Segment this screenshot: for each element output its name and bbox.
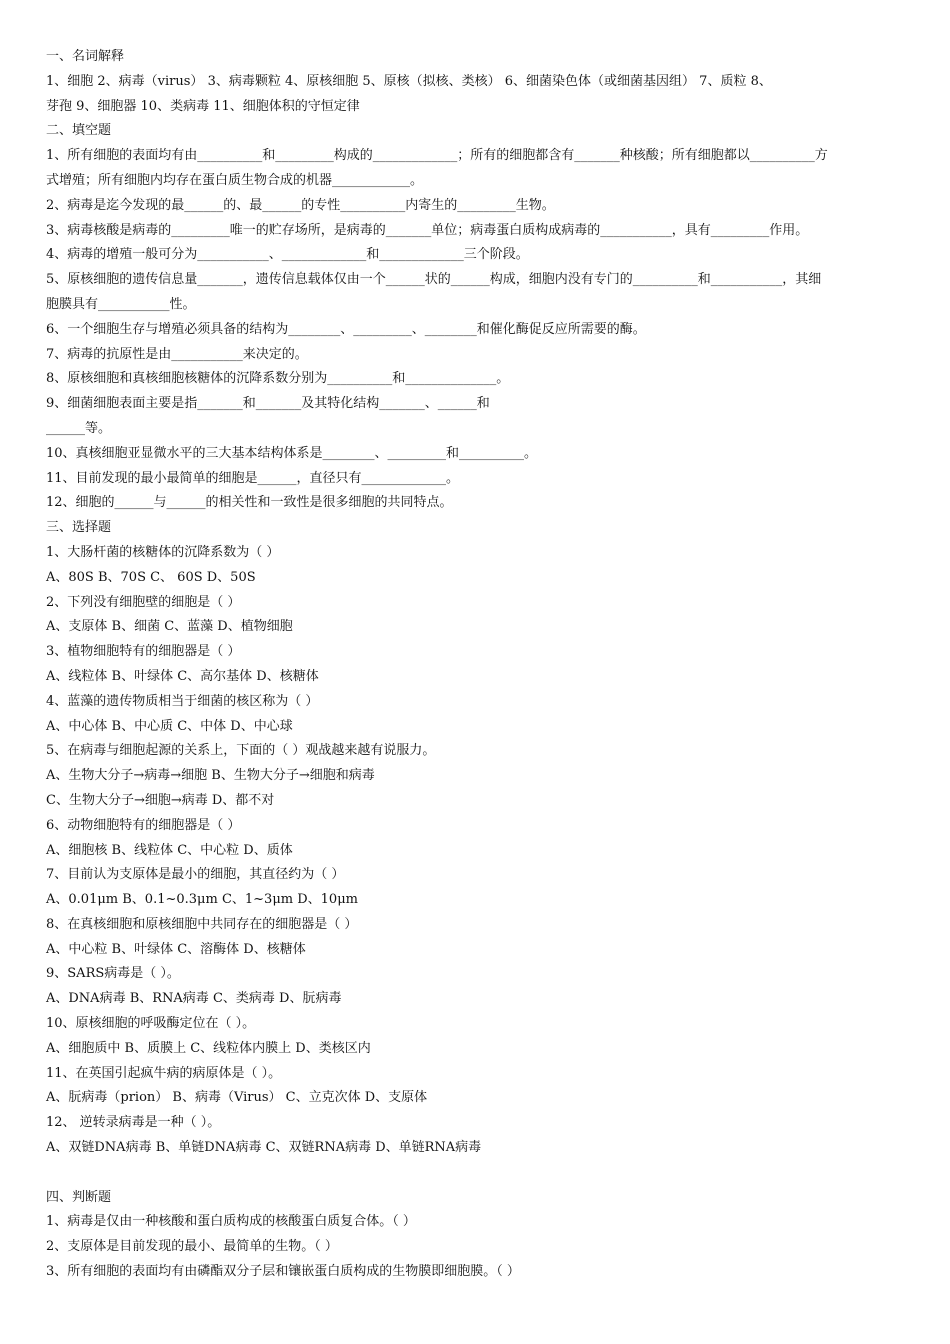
- question-line: 12、 逆转录病毒是一种（ ）。: [46, 1115, 221, 1131]
- true-false-line: 1、病毒是仅由一种核酸和蛋白质构成的核酸蛋白质复合体。（ ）: [46, 1214, 416, 1230]
- question-line: 8、在真核细胞和原核细胞中共同存在的细胞器是（ ）: [46, 916, 358, 932]
- fill-blank-line: 2、病毒是迄今发现的最______的、最______的专性__________内寄生的_________生物。: [46, 197, 555, 213]
- options-line: A、80S B、70S C、 60S D、50S: [46, 569, 256, 585]
- options-line: A、0.01μm B、0.1~0.3μm C、1~3μm D、10μm: [46, 892, 358, 908]
- section-1-heading: 一、名词解释: [46, 49, 125, 64]
- options-line: A、支原体 B、细菌 C、蓝藻 D、植物细胞: [46, 619, 293, 635]
- section-2-heading: 二、填空题: [46, 123, 112, 139]
- options-line: C、生物大分子→细胞→病毒 D、都不对: [46, 792, 275, 808]
- question-line: 7、目前认为支原体是最小的细胞，其直径约为（ ）: [46, 867, 345, 883]
- options-line: A、细胞核 B、线粒体 C、中心粒 D、质体: [46, 842, 293, 858]
- term-list-line: 1、细胞 2、病毒（virus） 3、病毒颗粒 4、原核细胞 5、原核（拟核、类核） 6、细菌染色体（或细菌基因组） 7、质粒 8、: [46, 73, 772, 89]
- fill-blank-line: 胞膜具有___________性。: [46, 296, 196, 312]
- fill-blank-line: 4、病毒的增殖一般可分为___________、_____________和_____________三个阶段。: [46, 247, 529, 263]
- fill-blank-line: 5、原核细胞的遗传信息量_______，遗传信息载体仅由一个______状的______构成，细胞内没有专门的__________和___________，其细: [46, 272, 822, 288]
- options-line: A、DNA病毒 B、RNA病毒 C、类病毒 D、朊病毒: [46, 991, 342, 1007]
- question-line: 3、植物细胞特有的细胞器是（ ）: [46, 644, 241, 660]
- question-line: 4、蓝藻的遗传物质相当于细菌的核区称为（ ）: [46, 693, 319, 709]
- fill-blank-line: 8、原核细胞和真核细胞核糖体的沉降系数分别为__________和______________。: [46, 371, 510, 387]
- question-line: 2、下列没有细胞壁的细胞是（ ）: [46, 594, 241, 610]
- fill-blank-line: 11、目前发现的最小最简单的细胞是______，直径只有_____________。: [46, 470, 460, 486]
- options-line: A、双链DNA病毒 B、单链DNA病毒 C、双链RNA病毒 D、单链RNA病毒: [46, 1140, 482, 1156]
- true-false-line: 2、支原体是目前发现的最小、最简单的生物。（ ）: [46, 1239, 338, 1255]
- options-line: A、线粒体 B、叶绿体 C、高尔基体 D、核糖体: [46, 668, 319, 684]
- question-line: 10、原核细胞的呼吸酶定位在（ ）。: [46, 1016, 256, 1032]
- question-line: 11、在英国引起疯牛病的病原体是（ ）。: [46, 1065, 282, 1081]
- true-false-line: 3、所有细胞的表面均有由磷酯双分子层和镶嵌蛋白质构成的生物膜即细胞膜。（ ）: [46, 1264, 520, 1280]
- fill-blank-line: ______等。: [46, 420, 112, 436]
- section-3-heading: 三、选择题: [46, 520, 112, 536]
- options-line: A、朊病毒（prion） B、病毒（Virus） C、立克次体 D、支原体: [46, 1090, 428, 1106]
- fill-blank-line: 12、细胞的______与______的相关性和一致性是很多细胞的共同特点。: [46, 495, 453, 511]
- section-4-heading: 四、判断题: [46, 1189, 112, 1205]
- fill-blank-line: 7、病毒的抗原性是由___________来决定的。: [46, 346, 308, 362]
- section-spacer: [46, 1161, 906, 1186]
- fill-blank-line: 1、所有细胞的表面均有由__________和_________构成的_____________；所有的细胞都含有_______种核酸；所有细胞都以__________方: [46, 148, 828, 164]
- options-line: A、中心体 B、中心质 C、中体 D、中心球: [46, 718, 293, 734]
- fill-blank-line: 式增殖；所有细胞内均存在蛋白质生物合成的机器____________。: [46, 172, 424, 188]
- question-line: 9、SARS病毒是（ ）。: [46, 966, 180, 982]
- options-line: A、中心粒 B、叶绿体 C、溶酶体 D、核糖体: [46, 941, 306, 957]
- options-line: A、细胞质中 B、质膜上 C、线粒体内膜上 D、类核区内: [46, 1040, 371, 1056]
- term-list-line: 芽孢 9、细胞器 10、类病毒 11、细胞体积的守恒定律: [46, 98, 360, 114]
- question-line: 1、大肠杆菌的核糖体的沉降系数为（ ）: [46, 544, 280, 560]
- question-line: 5、在病毒与细胞起源的关系上，下面的（ ）观战越来越有说服力。: [46, 743, 436, 759]
- question-line: 6、动物细胞特有的细胞器是（ ）: [46, 817, 241, 833]
- fill-blank-line: 9、细菌细胞表面主要是指_______和_______及其特化结构_______、______和: [46, 396, 490, 412]
- fill-blank-line: 3、病毒核酸是病毒的_________唯一的贮存场所，是病毒的_______单位；病毒蛋白质构成病毒的___________，具有_________作用。: [46, 222, 809, 238]
- options-line: A、生物大分子→病毒→细胞 B、生物大分子→细胞和病毒: [46, 768, 375, 784]
- fill-blank-line: 6、一个细胞生存与增殖必须具备的结构为________、_________、________和催化酶促反应所需要的酶。: [46, 321, 646, 337]
- fill-blank-line: 10、真核细胞亚显微水平的三大基本结构体系是________、_________和__________。: [46, 445, 538, 461]
